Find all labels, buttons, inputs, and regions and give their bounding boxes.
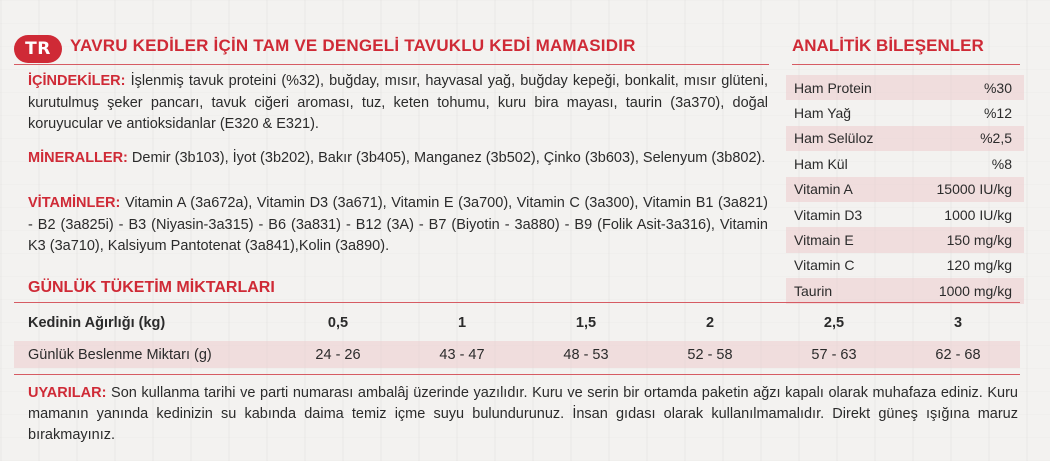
analytic-name: Vitmain E	[794, 232, 854, 249]
weight-label: Kedinin Ağırlığı (kg)	[28, 314, 166, 331]
analytic-row	[786, 177, 1024, 202]
analytic-value: 1000 IU/kg	[944, 206, 1012, 223]
analytic-name: Ham Kül	[794, 155, 848, 172]
analytic-value: %2,5	[980, 130, 1012, 147]
amount-cell: 62 - 68	[935, 346, 981, 363]
analytic-value: 15000 IU/kg	[936, 181, 1012, 198]
amount-cell: 48 - 53	[563, 346, 609, 363]
weight-cell: 2,5	[823, 314, 845, 331]
analytic-name: Vitamin C	[794, 257, 855, 274]
amount-cell: 24 - 26	[315, 346, 361, 363]
analytic-row	[786, 278, 1024, 303]
analytic-row	[786, 126, 1024, 151]
amount-label: Günlük Beslenme Miktarı (g)	[28, 346, 212, 363]
vitamins-paragraph	[28, 193, 768, 258]
ingredients-text: İşlenmiş tavuk proteini (%32), buğday, mısır, hayvasal yağ, buğday kepeği, bonkalit, mısır glüteni, kurutulmuş şeker pancarı, tavuk ciğeri aroması, tuz, keten tohumu, kuru bira mayası, taurin (3a370), doğal koruyucular ve antioksidanlar (E320 & E321).	[28, 73, 768, 132]
analytic-name: Ham Protein	[794, 79, 872, 96]
analytic-value: %8	[991, 155, 1012, 172]
analytic-name: Ham Yağ	[794, 105, 852, 122]
ingredients-label: İÇİNDEKİLER:	[28, 73, 126, 89]
warnings-text: Son kullanma tarihi ve parti numarası ambalâj üzerinde yazılıdır. Kuru ve serin bir ortamda paketin ağzı kapalı olarak muhafaza ediniz. Kuru mamanın yanında kedinizin su kabında daima temiz içme suyu bulundurunuz. İnsan gıdası olarak kullanılmamalıdır. Direkt güneş ışığına maruz bırakmayınız.	[28, 385, 1018, 443]
product-title: YAVRU KEDİLER İÇİN TAM VE DENGELİ TAVUKLU KEDİ MAMASIDIR	[70, 36, 636, 55]
weight-row	[14, 309, 1020, 336]
analytic-row	[786, 100, 1024, 125]
analytic-table	[786, 75, 1024, 304]
amount-cell: 52 - 58	[687, 346, 733, 363]
amount-cell: 57 - 63	[811, 346, 857, 363]
daily-consumption-title: GÜNLÜK TÜKETİM MİKTARLARI	[28, 279, 275, 296]
language-badge: TR	[14, 35, 62, 63]
analytic-value: 150 mg/kg	[946, 232, 1012, 249]
analytic-row	[786, 227, 1024, 252]
weight-cell: 2	[705, 314, 715, 331]
amount-row	[14, 341, 1020, 368]
minerals-text: Demir (3b103), İyot (3b202), Bakır (3b405), Manganez (3b502), Çinko (3b603), Selenyum (3b802).	[127, 150, 766, 166]
analytic-row	[786, 202, 1024, 227]
analytic-name: Vitamin D3	[794, 206, 863, 223]
analytic-name: Ham Selüloz	[794, 130, 874, 147]
analytic-divider	[792, 64, 1020, 65]
analytic-title: ANALİTİK BİLEŞENLER	[792, 36, 984, 55]
analytic-name: Taurin	[794, 282, 833, 299]
amount-cell: 43 - 47	[439, 346, 485, 363]
ingredients-paragraph	[28, 71, 768, 136]
weight-cell: 3	[953, 314, 963, 331]
warnings-divider	[14, 374, 1020, 375]
weight-cell: 0,5	[327, 314, 349, 331]
analytic-value: 1000 mg/kg	[938, 282, 1012, 299]
analytic-name: Vitamin A	[794, 181, 853, 198]
analytic-value: %30	[983, 79, 1012, 96]
analytic-value: 120 mg/kg	[946, 257, 1012, 274]
vitamins-text: Vitamin A (3a672a), Vitamin D3 (3a671), Vitamin E (3a700), Vitamin C (3a300), Vitamin B1 (3a821) - B2 (3a825i) - B3 (Niyasin-3a315) - B6 (3a831) - B12 (3A) - B7 (Biyotin - 3a880) - B9 (Folik Asit-3a316), Vitamin K3 (3a710), Kalsiyum Pantotenat (3a841),Kolin (3a890).	[28, 195, 768, 254]
warnings-paragraph	[28, 383, 1018, 446]
minerals-label: MİNERALLER:	[28, 150, 128, 166]
analytic-row	[786, 151, 1024, 176]
weight-cell: 1	[457, 314, 467, 331]
daily-divider	[14, 302, 1020, 303]
title-divider	[14, 64, 769, 65]
analytic-row	[786, 75, 1024, 100]
minerals-paragraph	[28, 148, 768, 170]
weight-cell: 1,5	[575, 314, 597, 331]
vitamins-label: VİTAMİNLER:	[28, 195, 121, 211]
warnings-label: UYARILAR:	[28, 385, 107, 401]
analytic-row	[786, 253, 1024, 278]
analytic-value: %12	[983, 105, 1012, 122]
